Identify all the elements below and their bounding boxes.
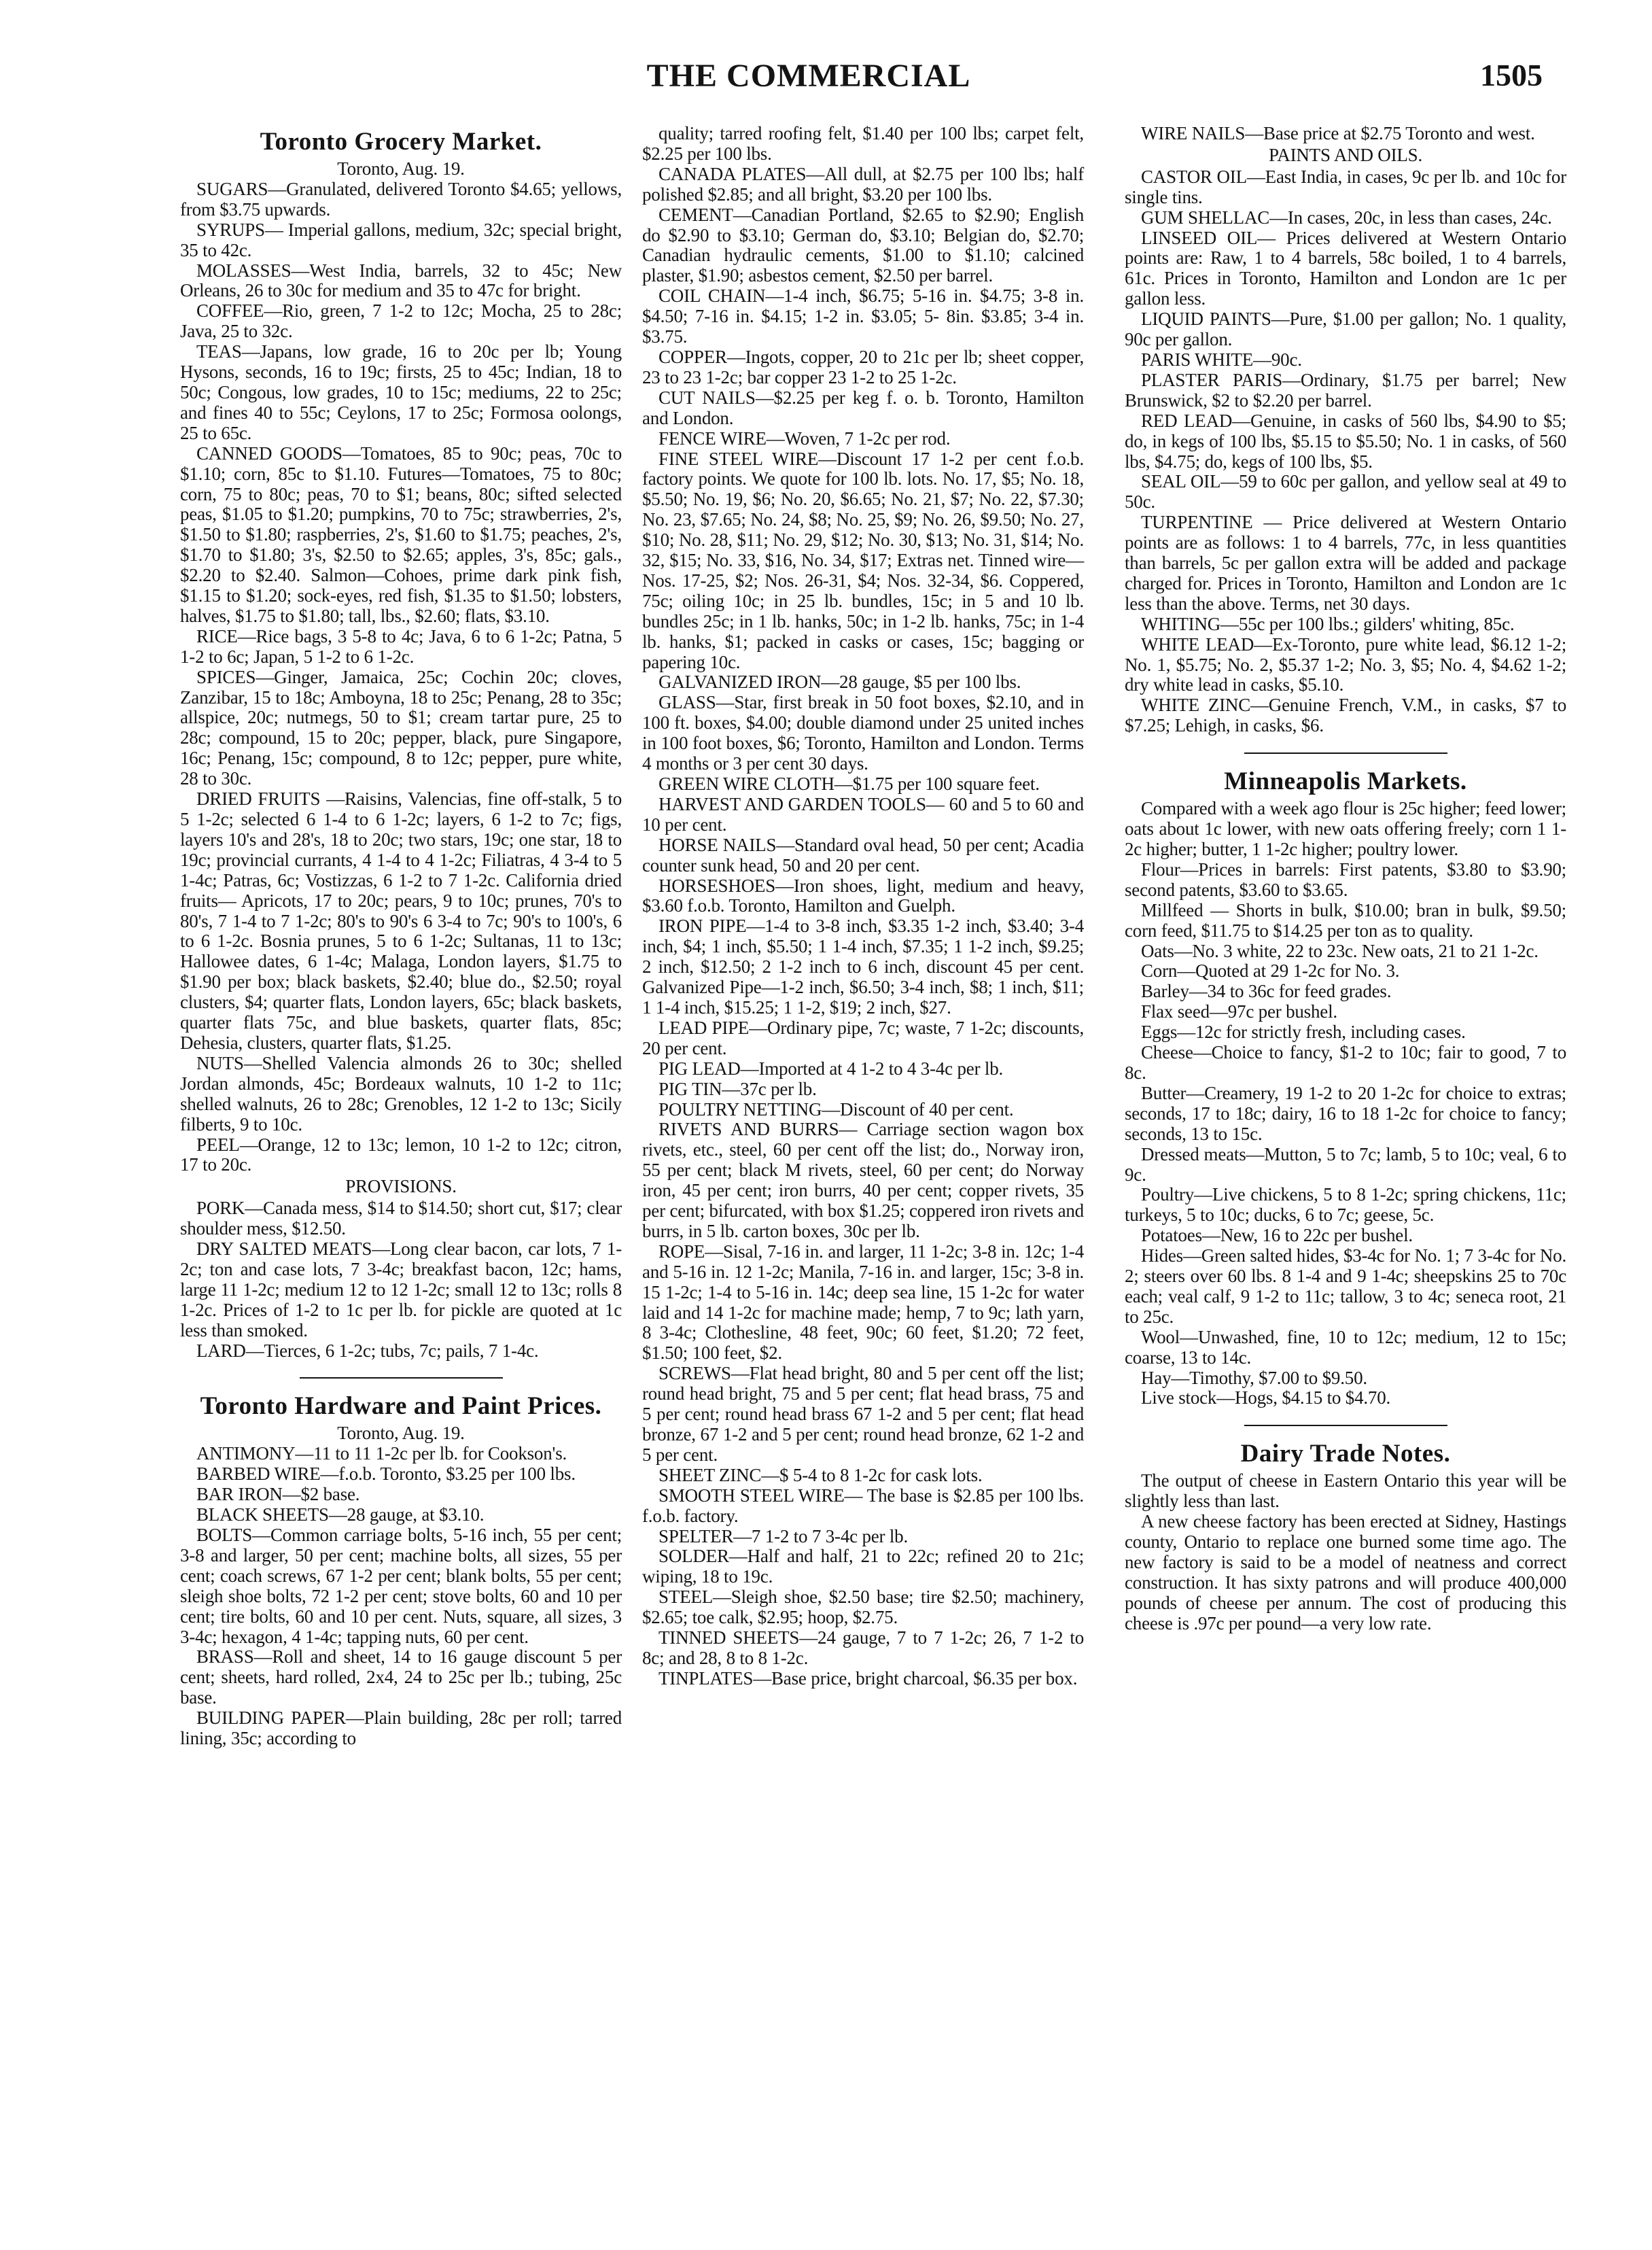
price-paragraph: Cheese—Choice to fancy, $1-2 to 10c; fair to good, 7 to 8c. <box>1125 1042 1566 1083</box>
section-title: Minneapolis Markets. <box>1224 767 1467 796</box>
price-paragraph: LIQUID PAINTS—Pure, $1.00 per gallon; No. 1 quality, 90c per gallon. <box>1125 309 1566 350</box>
price-paragraph: WHITE ZINC—Genuine French, V.M., in casks, $7 to $7.25; Lehigh, in casks, $6. <box>1125 695 1566 736</box>
price-paragraph: BOLTS—Common carriage bolts, 5-16 inch, 55 per cent; 3-8 and larger, 50 per cent; machine bolts, all sizes, 55 per cent; coach screws, 67 1-2 per cent; blank bolts, 55 per cent; sleigh shoe bolts, 72 1-2 per cent; stove bolts, 60 and 10 per cent; tire bolts, 60 and 10 per cent. Nuts, square, all sizes, 3 3-4c; hexagon, 4 1-4c; tapping nuts, 60 per cent. <box>180 1525 622 1647</box>
price-paragraph: SEAL OIL—59 to 60c per gallon, and yellow seal at 49 to 50c. <box>1125 471 1566 513</box>
price-paragraph: Potatoes—New, 16 to 22c per bushel. <box>1141 1225 1413 1246</box>
price-paragraph: SUGARS—Granulated, delivered Toronto $4.65; yellows, from $3.75 upwards. <box>180 178 622 220</box>
price-paragraph: TURPENTINE — Price delivered at Western Ontario points are as follows: 1 to 4 barrels, 77c, in less quantities than barrels, 5c per gallon extra will be added and package charged for. Prices in Toronto, Hamilton and London are 1c less than the above. Terms, net 30 days. <box>1125 512 1566 614</box>
price-paragraph: Millfeed — Shorts in bulk, $10.00; bran in bulk, $9.50; corn feed, $11.75 to $14.25 per ton as to quality. <box>1125 899 1566 941</box>
price-paragraph: Hides—Green salted hides, $3-4c for No. 1; 7 3-4c for No. 2; steers over 60 lbs. 8 1-4 and 9 1-4c; sheepskins 25 to 70c each; veal calf, 9 1-2 to 11c; tallow, 3 to 4c; seneca root, 21 to 25c. <box>1125 1245 1566 1327</box>
price-paragraph: Eggs—12c for strictly fresh, including cases. <box>1141 1022 1466 1043</box>
price-paragraph: The output of cheese in Eastern Ontario this year will be slightly less than last. <box>1125 1470 1566 1512</box>
price-paragraph: Compared with a week ago flour is 25c higher; feed lower; oats about 1c lower, with new oats offering freely; corn 1 1-2c higher; butter, 1 1-2c higher; poultry lower. <box>1125 798 1566 859</box>
price-paragraph: Flour—Prices in barrels: First patents, $3.80 to $3.90; second patents, $3.60 to $3.65. <box>1125 859 1566 900</box>
price-paragraph: SPICES—Ginger, Jamaica, 25c; Cochin 20c; cloves, Zanzibar, 15 to 18c; Amboyna, 18 to 25c; Penang, 28 to 35c; allspice, 20c; nutmegs, 50 to $1; cream tartar pure, 25 to 28c; compound, 15 to 20c; pepper, black, pure Singapore, 16c; Penang, 15c; compound, 8 to 12c; pepper, pure white, 28 to 30c. <box>180 666 622 789</box>
price-paragraph: BARBED WIRE—f.o.b. Toronto, $3.25 per 100 lbs. <box>196 1464 576 1485</box>
section-divider <box>1244 752 1447 754</box>
price-paragraph: COIL CHAIN—1-4 inch, $6.75; 5-16 in. $4.75; 3-8 in. $4.50; 7-16 in. $4.15; 1-2 in. $3.05; 5- 8in. $3.85; 3-4 in. $3.75. <box>642 285 1084 347</box>
price-paragraph: GUM SHELLAC—In cases, 20c, in less than cases, 24c. <box>1141 207 1552 228</box>
section-title: Toronto Grocery Market. <box>260 128 542 156</box>
subheading: PAINTS AND OILS. <box>1268 144 1423 165</box>
price-paragraph: DRIED FRUITS —Raisins, Valencias, fine off-stalk, 5 to 5 1-2c; selected 6 1-4 to 6 1-2c; layers, 6 1-2 to 7c; figs, layers 10's and 28's, 18 to 20c; two stars, 19c; one star, 18 to 19c; provincial currants, 4 1-4 to 4 1-2c; Filiatras, 4 3-4 to 5 1-4c; Patras, 6c; Vostizzas, 6 1-2 to 7 1-2c. California dried fruits— Apricots, 17 to 20c; pears, 9 to 10c; prunes, 70's to 80's, 7 1-4 to 7 1-2c; 80's to 90's 6 3-4 to 7c; 90's to 100's, 6 to 6 1-2c. Bosnia prunes, 5 to 6 1-2c; Sultanas, 11 to 13c; Hallowee dates, 6 1-4c; Malaga, London layers, $1.75 to $1.90 per box; black baskets, $2.40; blue do., $2.50; royal clusters, $4; quarter flats, London layers, 65c; black baskets, quarter flats 75c, and blue baskets, quarter flats, 85c; Dehesia, clusters, quarter flats, $1.25. <box>180 789 622 1053</box>
price-paragraph: Dressed meats—Mutton, 5 to 7c; lamb, 5 to 10c; veal, 6 to 9c. <box>1125 1143 1566 1185</box>
price-paragraph: TINPLATES—Base price, bright charcoal, $6.35 per box. <box>658 1667 1078 1689</box>
column-2 <box>642 124 1084 1689</box>
price-paragraph: PORK—Canada mess, $14 to $14.50; short cut, $17; clear shoulder mess, $12.50. <box>180 1198 622 1239</box>
price-paragraph: HORSESHOES—Iron shoes, light, medium and heavy, $3.60 f.o.b. Toronto, Hamilton and Guelph. <box>642 875 1084 916</box>
section-title: Dairy Trade Notes. <box>1240 1440 1451 1468</box>
price-paragraph: BAR IRON—$2 base. <box>196 1484 360 1505</box>
article-section <box>1125 124 1566 736</box>
price-paragraph: BLACK SHEETS—28 gauge, at $3.10. <box>196 1504 485 1525</box>
price-paragraph: Barley—34 to 36c for feed grades. <box>1141 981 1392 1002</box>
price-paragraph: WHITE LEAD—Ex-Toronto, pure white lead, $6.12 1-2; No. 1, $5.75; No. 2, $5.37 1-2; No. 3, $5; No. 4, $4.62 1-2; dry white lead in casks, $5.10. <box>1125 634 1566 695</box>
price-paragraph: BRASS—Roll and sheet, 14 to 16 gauge discount 5 per cent; sheets, hard rolled, 2x4, 24 to 25c per lb.; tubing, 25c base. <box>180 1646 622 1708</box>
price-paragraph: HARVEST AND GARDEN TOOLS— 60 and 5 to 60 and 10 per cent. <box>642 793 1084 835</box>
column-1 <box>180 124 622 1749</box>
price-paragraph: Corn—Quoted at 29 1-2c for No. 3. <box>1141 960 1400 982</box>
price-paragraph: POULTRY NETTING—Discount of 40 per cent. <box>658 1098 1014 1120</box>
price-paragraph: COFFEE—Rio, green, 7 1-2 to 12c; Mocha, 25 to 28c; Java, 25 to 32c. <box>180 300 622 342</box>
dateline: Toronto, Aug. 19. <box>337 1423 465 1444</box>
price-paragraph: RICE—Rice bags, 3 5-8 to 4c; Java, 6 to 6 1-2c; Patna, 5 1-2 to 6c; Japan, 5 1-2 to 6 1-2c. <box>180 625 622 667</box>
price-paragraph: WHITING—55c per 100 lbs.; gilders' whiting, 85c. <box>1141 613 1515 634</box>
price-paragraph: DRY SALTED MEATS—Long clear bacon, car lots, 7 1-2c; ton and case lots, 7 3-4c; breakfast bacon, 12c; hams, large 11 1-2c; medium 12 to 12 1-2c; small 12 to 13c; rolls 8 1-2c. Prices of 1-2 to 1c per lb. for pickle are quoted at 1c less than smoked. <box>180 1239 622 1340</box>
article-section <box>1125 752 1566 1408</box>
price-paragraph: RED LEAD—Genuine, in casks of 560 lbs, $4.90 to $5; do, in kegs of 100 lbs, $5.15 to $5.50; No. 1 in casks, of 560 lbs, $4.75; do, kegs of 100 lbs, $5. <box>1125 410 1566 472</box>
price-paragraph: Live stock—Hogs, $4.15 to $4.70. <box>1141 1387 1391 1408</box>
price-paragraph: SPELTER—7 1-2 to 7 3-4c per lb. <box>658 1525 909 1546</box>
price-paragraph: quality; tarred roofing felt, $1.40 per 100 lbs; carpet felt, $2.25 per 100 lbs. <box>642 123 1084 164</box>
price-paragraph: CASTOR OIL—East India, in cases, 9c per lb. and 10c for single tins. <box>1125 166 1566 207</box>
price-paragraph: CEMENT—Canadian Portland, $2.65 to $2.90; English do $2.90 to $3.10; German do, $3.10; Belgian do, $2.70; Canadian hydraulic cements, $1.00 to $1.10; calcined plaster, $1.90; asbestos cement, $2.50 per barrel. <box>642 204 1084 286</box>
price-paragraph: GLASS—Star, first break in 50 foot boxes, $2.10, and in 100 ft. boxes, $4.00; double diamond under 25 united inches in 100 foot boxes, $6; Toronto, Hamilton and London. Terms 4 months or 3 per cent 30 days. <box>642 692 1084 774</box>
article-section <box>180 1377 622 1749</box>
price-paragraph: ROPE—Sisal, 7-16 in. and larger, 11 1-2c; 3-8 in. 12c; 1-4 and 5-16 in. 12 1-2c; Manila, 7-16 in. and larger, 15c; 3-8 in. 15 1-2c; 1-4 to 5-16 in. 14c; deep sea line, 15 1-2c for water laid and 14 1-2c for machine made; hemp, 7 to 9c; lath yarn, 8 3-4c; Clothesline, 48 feet, 90c; 60 feet, $1.20; 72 feet, $1.50; 100 feet, $2. <box>642 1241 1084 1364</box>
price-paragraph: CUT NAILS—$2.25 per keg f. o. b. Toronto, Hamilton and London. <box>642 387 1084 428</box>
price-paragraph: Poultry—Live chickens, 5 to 8 1-2c; spring chickens, 11c; turkeys, 5 to 10c; ducks, 6 to 7c; geese, 5c. <box>1125 1184 1566 1226</box>
price-paragraph: PARIS WHITE—90c. <box>1141 349 1302 370</box>
price-paragraph: ANTIMONY—11 to 11 1-2c per lb. for Cookson's. <box>196 1443 567 1464</box>
price-paragraph: GREEN WIRE CLOTH—$1.75 per 100 square feet. <box>658 774 1040 794</box>
article-section <box>642 124 1084 1689</box>
price-paragraph: PIG LEAD—Imported at 4 1-2 to 4 3-4c per lb. <box>658 1058 1004 1079</box>
article-section <box>1125 1425 1566 1633</box>
price-paragraph: TEAS—Japans, low grade, 16 to 20c per lb; Young Hysons, seconds, 16 to 19c; firsts, 25 to 45c; Indian, 18 to 50c; Congous, low grades, 10 to 15c; mediums, 22 to 25c; and fines 40 to 55c; Ceylons, 17 to 25c; Formosa oolongs, 25 to 65c. <box>180 341 622 443</box>
price-paragraph: Flax seed—97c per bushel. <box>1141 1001 1337 1022</box>
price-paragraph: NUTS—Shelled Valencia almonds 26 to 30c; shelled Jordan almonds, 45c; Bordeaux walnuts, 10 1-2 to 11c; shelled walnuts, 26 to 28c; Grenobles, 12 1-2 to 13c; Sicily filberts, 9 to 10c. <box>180 1052 622 1135</box>
page-number: 1505 <box>1480 58 1543 92</box>
page-header <box>75 57 1543 111</box>
price-paragraph: SOLDER—Half and half, 21 to 22c; refined 20 to 21c; wiping, 18 to 19c. <box>642 1546 1084 1587</box>
price-paragraph: PIG TIN—37c per lb. <box>658 1078 817 1099</box>
price-paragraph: STEEL—Sleigh shoe, $2.50 base; tire $2.50; machinery, $2.65; toe calk, $2.95; hoop, $2.75. <box>642 1587 1084 1628</box>
price-paragraph: PEEL—Orange, 12 to 13c; lemon, 10 1-2 to 12c; citron, 17 to 20c. <box>180 1134 622 1175</box>
column-3 <box>1125 124 1566 1634</box>
article-section <box>180 128 622 1361</box>
price-paragraph: BUILDING PAPER—Plain building, 28c per roll; tarred lining, 35c; according to <box>180 1708 622 1749</box>
section-divider <box>1244 1425 1447 1426</box>
price-paragraph: Butter—Creamery, 19 1-2 to 20 1-2c for choice to extras; seconds, 17 to 18c; dairy, 16 to 18 1-2c for choice to fancy; seconds, 13 to 15c. <box>1125 1082 1566 1144</box>
price-paragraph: SCREWS—Flat head bright, 80 and 5 per cent off the list; round head bright, 75 and 5 per cent; flat head brass, 75 and 5 per cent; round head brass 67 1-2 and 5 per cent; flat head bronze, 67 1-2 and 5 per cent; round head bronze, 62 1-2 and 5 per cent. <box>642 1363 1084 1465</box>
price-paragraph: IRON PIPE—1-4 to 3-8 inch, $3.35 1-2 inch, $3.40; 3-4 inch, $4; 1 inch, $5.50; 1 1-4 inch, $7.35; 1 1-2 inch, $9.25; 2 inch, $12.50; 2 1-2 inch to 6 inch, discount 45 per cent. Galvanized Pipe—1-2 inch, $6.50; 3-4 inch, $8; 1 inch, $11; 1 1-4 inch, $15.25; 1 1-2, $19; 2 inch, $27. <box>642 916 1084 1018</box>
price-paragraph: LARD—Tierces, 6 1-2c; tubs, 7c; pails, 7 1-4c. <box>196 1340 539 1361</box>
section-title: Toronto Hardware and Paint Prices. <box>200 1392 602 1421</box>
price-paragraph: A new cheese factory has been erected at Sidney, Hastings county, Ontario to replace one burned some time ago. The new factory is said to be a model of neatness and correct construction. It has sixty patrons and will produce 400,000 pounds of cheese per annum. The cost of producing this cheese is .97c per pound—a very low rate. <box>1125 1511 1566 1633</box>
subheading: PROVISIONS. <box>345 1176 457 1197</box>
price-paragraph: WIRE NAILS—Base price at $2.75 Toronto and west. <box>1141 123 1535 143</box>
price-paragraph: SMOOTH STEEL WIRE— The base is $2.85 per 100 lbs. f.o.b. factory. <box>642 1485 1084 1526</box>
price-paragraph: Hay—Timothy, $7.00 to $9.50. <box>1141 1367 1367 1388</box>
price-paragraph: TINNED SHEETS—24 gauge, 7 to 7 1-2c; 26, 7 1-2 to 8c; and 28, 8 to 8 1-2c. <box>642 1627 1084 1668</box>
price-paragraph: CANADA PLATES—All dull, at $2.75 per 100 lbs; half polished $2.85; and all bright, $3.20 per 100 lbs. <box>642 163 1084 205</box>
price-paragraph: FINE STEEL WIRE—Discount 17 1-2 per cent f.o.b. factory points. We quote for 100 lb. lots. No. 17, $5; No. 18, $5.50; No. 19, $6; No. 20, $6.65; No. 21, $7; No. 22, $7.30; No. 23, $7.65; No. 24, $8; No. 25, $9; No. 26, $9.50; No. 27, $10; No. 28, $11; No. 29, $12; No. 30, $13; No. 31, $14; No. 32, $15; No. 33, $16, No. 34, $17; Extras net. Tinned wire— Nos. 17-25, $2; Nos. 26-31, $4; Nos. 32-34, $6. Coppered, 75c; oiling 10c; in 25 lb. bundles, 15c; in 5 and 10 lb. bundles 25c; in 1 lb. hanks, 50c; in 1-2 lb. hanks, 75c; in 1-4 lb. hanks, $1; packed in casks or cases, 15c; bagging or papering 10c. <box>642 448 1084 672</box>
price-paragraph: SHEET ZINC—$ 5-4 to 8 1-2c for cask lots. <box>658 1464 983 1485</box>
price-paragraph: Wool—Unwashed, fine, 10 to 12c; medium, 12 to 15c; coarse, 13 to 14c. <box>1125 1326 1566 1368</box>
price-paragraph: Oats—No. 3 white, 22 to 23c. New oats, 21 to 21 1-2c. <box>1141 940 1539 961</box>
dateline: Toronto, Aug. 19. <box>337 158 465 179</box>
section-divider <box>300 1377 503 1379</box>
price-paragraph: LEAD PIPE—Ordinary pipe, 7c; waste, 7 1-2c; discounts, 20 per cent. <box>642 1017 1084 1058</box>
price-paragraph: LINSEED OIL— Prices delivered at Western Ontario points are: Raw, 1 to 4 barrels, 58c boiled, 1 to 4 barrels, 61c. Prices in Toronto, Hamilton and London are 1c per gallon less. <box>1125 227 1566 309</box>
price-paragraph: PLASTER PARIS—Ordinary, $1.75 per barrel; New Brunswick, $2 to $2.20 per barrel. <box>1125 369 1566 411</box>
price-paragraph: MOLASSES—West India, barrels, 32 to 45c; New Orleans, 26 to 30c for medium and 35 to 47c for bright. <box>180 260 622 301</box>
price-paragraph: COPPER—Ingots, copper, 20 to 21c per lb; sheet copper, 23 to 23 1-2c; bar copper 23 1-2 to 25 1-2c. <box>642 346 1084 387</box>
price-paragraph: CANNED GOODS—Tomatoes, 85 to 90c; peas, 70c to $1.10; corn, 85c to $1.10. Futures—Tomatoes, 75 to 80c; corn, 75 to 80c; peas, 70 to $1; beans, 80c; sifted selected peas, $1.05 to $1.20; pumpkins, 70 to 75c; strawberries, 2's, $1.50 to $1.80; raspberries, 2's, $1.60 to $1.75; peaches, 2's, $1.70 to $1.80; 3's, $2.50 to $2.65; apples, 3's, 85c; gals., $2.20 to $2.40. Salmon—Cohoes, prime dark pink fish, $1.15 to $1.20; sock-eyes, red fish, $1.35 to $1.50; lobsters, halves, $1.75 to $1.80; tall, lbs., $2.60; flats, $3.10. <box>180 443 622 626</box>
price-paragraph: FENCE WIRE—Woven, 7 1-2c per rod. <box>658 428 951 449</box>
price-paragraph: SYRUPS— Imperial gallons, medium, 32c; special bright, 35 to 42c. <box>180 219 622 260</box>
price-paragraph: HORSE NAILS—Standard oval head, 50 per cent; Acadia counter sunk head, 50 and 20 per cent. <box>642 834 1084 876</box>
price-paragraph: GALVANIZED IRON—28 gauge, $5 per 100 lbs. <box>658 672 1021 693</box>
masthead-title: THE COMMERCIAL <box>646 58 971 94</box>
price-paragraph: RIVETS AND BURRS— Carriage section wagon box rivets, etc., steel, 60 per cent off the list; do., Norway iron, 55 per cent; black M rivets, steel, 60 per cent; do Norway iron, 45 per cent; iron burrs, 40 per cent; copper rivets, 35 per cent; bifurcated, with box $1.25; coppered iron rivets and burrs, in 5 lb. carton boxes, 30c per lb. <box>642 1119 1084 1241</box>
